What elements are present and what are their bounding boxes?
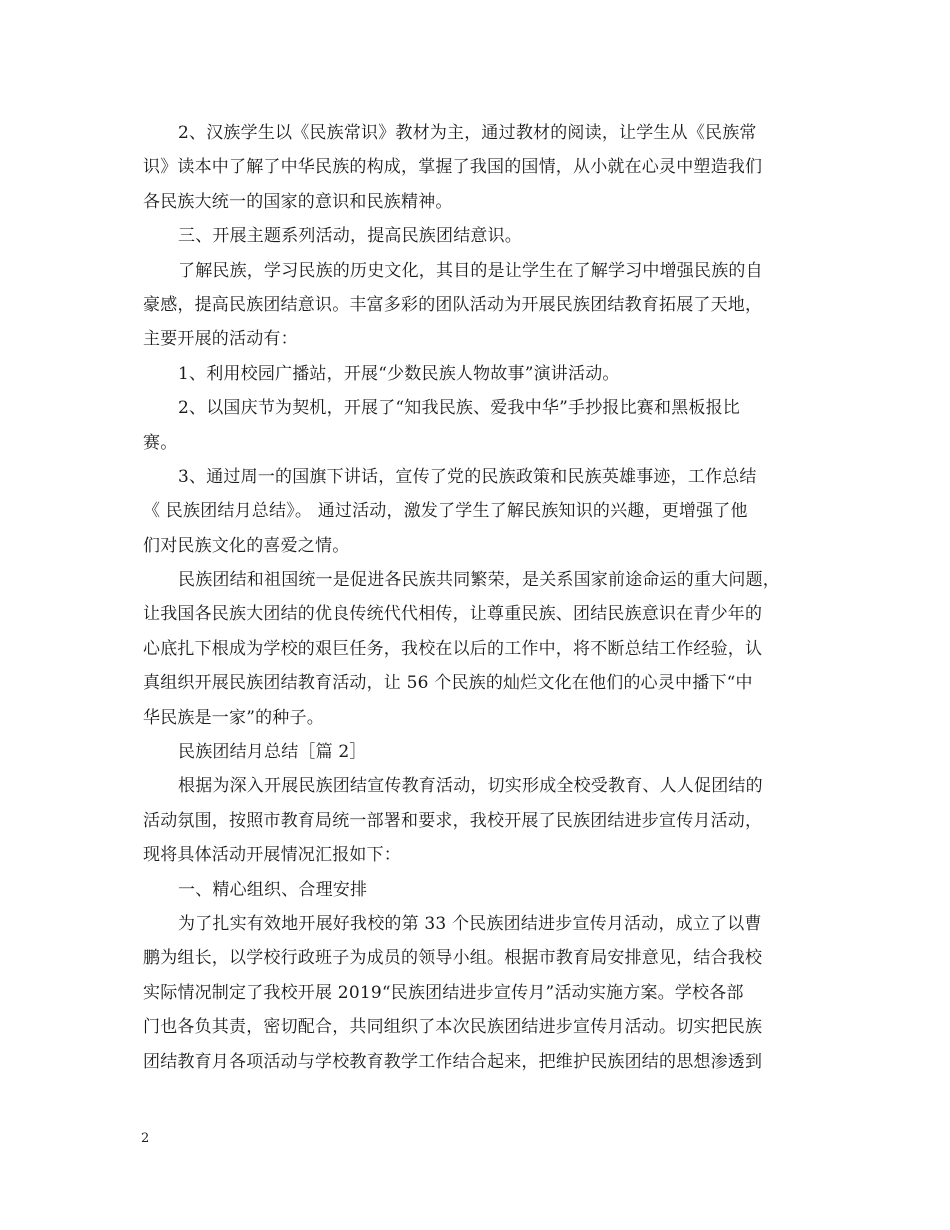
text-line: 2、汉族学生以《民族常识》教材为主，通过教材的阅读，让学生从《民族常 — [178, 123, 757, 143]
text-line: 3、通过周一的国旗下讲话，宣传了党的民族政策和民族英雄事迹，工作总结 — [178, 466, 757, 487]
text-line: 为了扎实有效地开展好我校的第 33 个民族团结进步宣传月活动，成立了以曹 — [178, 913, 762, 934]
text-line: 2、以国庆节为契机，开展了“知我民族、爱我中华”手抄报比赛和黑板报比 — [178, 398, 740, 419]
body-text — [143, 116, 813, 1079]
text-line: 《 民族团结月总结》。 通过活动，激发了学生了解民族知识的兴趣，更增强了他 — [143, 501, 748, 522]
text-line: 赛。 — [143, 432, 178, 453]
text-line: 门也各负其责，密切配合，共同组织了本次民族团结进步宣传月活动。切实把民族 — [143, 1017, 763, 1038]
text-line: 1、利用校园广播站，开展“少数民族人物故事”演讲活动。 — [178, 363, 620, 384]
text-line: 鹏为组长，以学校行政班子为成员的领导小组。根据市教育局安排意见，结合我校 — [143, 948, 763, 969]
text-line: 心底扎下根成为学校的艰巨任务，我校在以后的工作中，将不断总结工作经验，认 — [143, 638, 763, 659]
text-line: 民族团结月总结［篇 2］ — [178, 742, 367, 763]
text-line: 主要开展的活动有： — [143, 329, 298, 350]
text-line: 识》读本中了解了中华民族的构成，掌握了我国的国情，从小就在心灵中塑造我们 — [143, 157, 763, 178]
text-line: 实际情况制定了我校开展 2019“民族团结进步宣传月”活动实施方案。学校各部 — [143, 982, 744, 1003]
text-line: 让我国各民族大团结的优良传统代代相传，让尊重民族、团结民族意识在青少年的 — [143, 604, 763, 625]
text-line: 民族团结和祖国统一是促进各民族共同繁荣，是关系国家前途命运的重大问题， — [178, 570, 780, 591]
text-line: 华民族是一家”的种子。 — [143, 707, 324, 728]
text-line: 豪感，提高民族团结意识。丰富多彩的团队活动为开展民族团结教育拓展了天地， — [143, 294, 763, 315]
text-line: 现将具体活动开展情况汇报如下： — [143, 845, 401, 866]
text-line: 各民族大统一的国家的意识和民族精神。 — [143, 191, 453, 212]
text-line: 了解民族，学习民族的历史文化，其目的是让学生在了解学习中增强民族的自 — [178, 260, 763, 281]
text-line: 三、开展主题系列活动，提高民族团结意识。 — [178, 226, 522, 247]
text-line: 真组织开展民族团结教育活动，让 56 个民族的灿烂文化在他们的心灵中播下“中 — [143, 673, 753, 694]
page-number: 2 — [141, 1131, 150, 1146]
text-line: 根据为深入开展民族团结宣传教育活动，切实形成全校受教育、人人促团结的 — [178, 776, 763, 797]
text-line: 们对民族文化的喜爱之情。 — [143, 535, 350, 556]
text-line: 团结教育月各项活动与学校教育教学工作结合起来，把维护民族团结的思想渗透到 — [143, 1051, 763, 1072]
text-line: 一、精心组织、合理安排 — [178, 879, 368, 900]
text-line: 活动氛围，按照市教育局统一部署和要求，我校开展了民族团结进步宣传月活动， — [143, 810, 763, 831]
